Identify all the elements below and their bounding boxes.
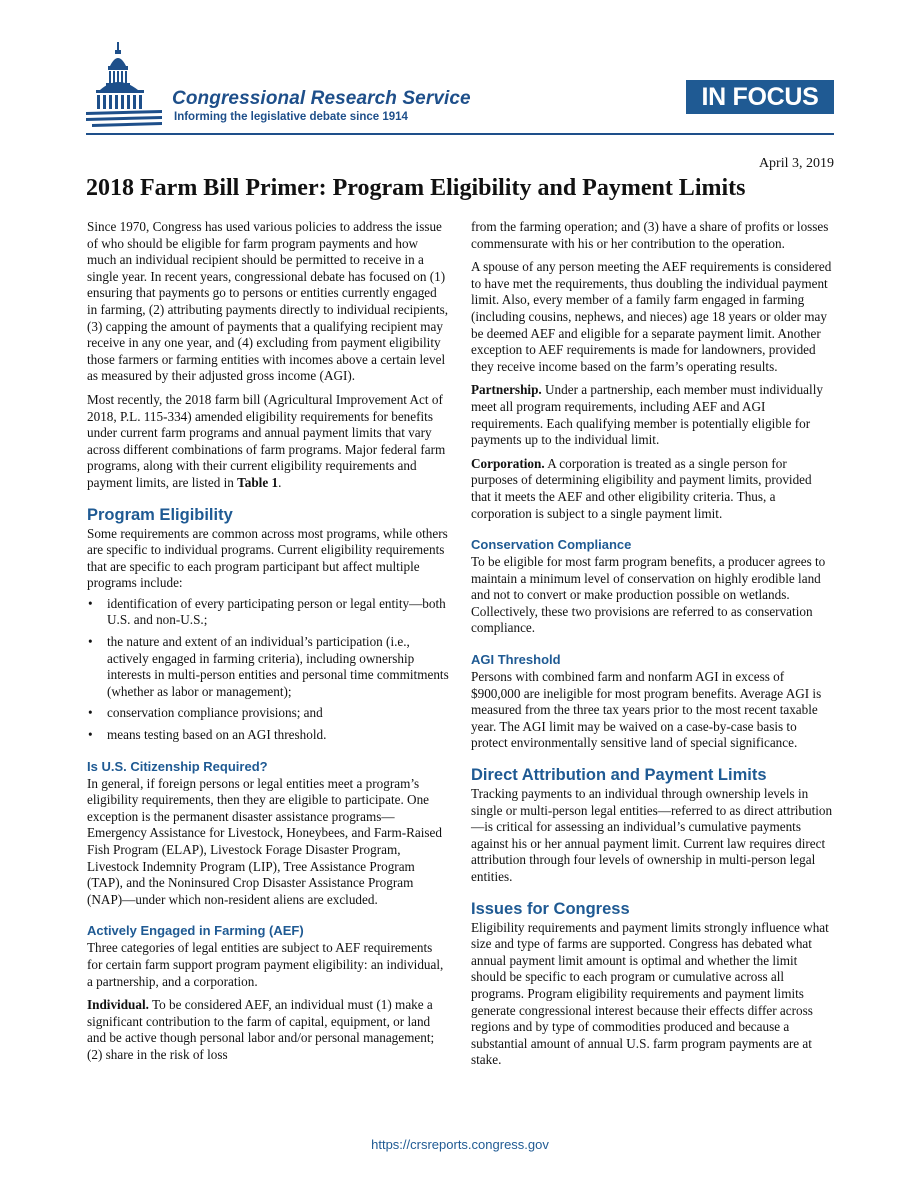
subheading-conservation: Conservation Compliance	[471, 537, 632, 553]
partnership-paragraph: Partnership. Under a partnership, each member must individually meet all program requirements, including AEF and AGI requirements. Each qualifying member is potentially eligible for payments up to the individual limit.	[471, 382, 823, 448]
subheading-agi: AGI Threshold	[471, 652, 561, 668]
org-name: Congressional Research Service	[172, 88, 471, 109]
intro-paragraph-2: Most recently, the 2018 farm bill (Agricultural Improvement Act of 2018, P.L. 115-334) amended eligibility requirements for benefits under current farm programs and annual payment limits that vary across different combinations of farm programs. Major federal farm programs, along with their current eligibility requirements and payment limits, are listed in Table 1.	[87, 391, 446, 490]
intro-paragraph: Since 1970, Congress has used various policies to address the issue of who should be eligible for farm program payments and how much an individual recipient should be permitted to receive in a single year. In recent years, congressional debate has focused on (1) ensuring that payments go to persons or entities currently engaged in farming, (2) attributing payments directly to individual recipients, (3) capping the amount of payments that a qualifying recipient may receive in any one year, and (4) excluding from payment eligibility those farmers or farming entities with incomes above a certain level as measured by their adjusted gross income (AGI).	[87, 219, 449, 384]
corporation-label: Corporation.	[471, 455, 545, 471]
issues-paragraph: Eligibility requirements and payment limits strongly influence what size and type of farms are supported. Congress has debated what annual payment limit amount is optimal and whether the limit should be specific to each program or cumulative across all programs. Program eligibility requirements and payment limits generate congressional interest because their effects differ across regions and by type of commodities produced and because a substantial amount of annual U.S. farm program payments are at stake.	[471, 919, 829, 1068]
agi-paragraph: Persons with combined farm and nonfarm AGI in excess of $900,000 are ineligible for most program benefits. Average AGI is measured from the three tax years prior to the most recent taxable year. The AGI limit may be waived on a case-by-case basis to protect environmentally sensitive land of special significance.	[471, 669, 822, 751]
individual-label: Individual.	[87, 997, 149, 1013]
aef-paragraph: Three categories of legal entities are subject to AEF requirements for certain farm support program payment eligibility: an individual, a partnership, and a corporation.	[87, 940, 444, 989]
spouse-paragraph: A spouse of any person meeting the AEF requirements is considered to have met the requirements, thus doubling the individual payment limit. Also, every member of a family farm engaged in farming (including cousins, nephews, and nieces) age 18 years or older may be deemed AEF and eligible for a separate payment limit. Another exception to AEF requirements is made for landowners, provided they receive income based on the farm’s operating results.	[471, 259, 832, 374]
right-column	[471, 219, 833, 1076]
citizenship-paragraph: In general, if foreign persons or legal entities meet a program’s eligibility requirements, then they are eligible to participate. One exception is the permanent disaster assistance programs—Emergency Assistance for Livestock, Honeybees, and Farm-Raised Fish Program (ELAP), Livestock Forage Disaster Program, Livestock Indemnity Program (LIP), Tree Assistance Program (TAP), and the Noninsured Crop Disaster Assistance Program (NAP)—under which non-resident aliens are excluded.	[87, 775, 442, 907]
list-item: • the nature and extent of an individual’s participation (i.e., actively engaged in farming criteria), including ownership interests in multi-person entities and personal time commitments (whether as labor or management);	[87, 634, 449, 700]
subheading-citizenship: Is U.S. Citizenship Required?	[87, 758, 268, 774]
section-heading-issues: Issues for Congress	[471, 899, 630, 918]
subheading-aef: Actively Engaged in Farming (AEF)	[87, 923, 304, 939]
list-item: • identification of every participating person or legal entity—both U.S. and non-U.S.;	[87, 596, 449, 629]
publication-date: April 3, 2019	[758, 156, 834, 171]
partnership-label: Partnership.	[471, 382, 542, 398]
list-item: • conservation compliance provisions; and	[87, 705, 449, 722]
masthead	[86, 40, 834, 135]
header-divider	[86, 133, 834, 135]
section-heading-program-eligibility: Program Eligibility	[87, 505, 233, 524]
eligibility-bullet-list	[87, 596, 449, 744]
left-column	[87, 219, 449, 1071]
conservation-paragraph: To be eligible for most farm program benefits, a producer agrees to maintain a minimum level of conservation on highly erodible land and not to convert or make production possible on wetlands. Collectively, these two provisions are referred to as conservation compliance.	[471, 554, 826, 636]
org-tagline: Informing the legislative debate since 1914	[174, 111, 408, 123]
in-focus-badge: IN FOCUS	[686, 80, 834, 114]
table-reference: Table 1	[237, 474, 279, 490]
continuation-paragraph: from the farming operation; and (3) have a share of profits or losses commensurate with his or her contribution to the operation.	[471, 219, 829, 251]
program-eligibility-paragraph: Some requirements are common across most programs, while others are specific to individual programs. Current eligibility requirements that are specific to each program participant but affect multiple programs include:	[87, 525, 448, 591]
capitol-dome-icon	[86, 40, 166, 130]
individual-paragraph: Individual. To be considered AEF, an individual must (1) make a significant contribution to the farm of capital, equipment, or land and be active though personal labor and/or personal management; (2) share in the risk of loss	[87, 997, 435, 1062]
corporation-paragraph: Corporation. A corporation is treated as a single person for purposes of determining eligibility and payment limits, provided that it meets the AEF and other eligibility criteria. Thus, a corporation is subject to a single payment limit.	[471, 455, 812, 521]
list-item: • means testing based on an AGI threshold.	[87, 727, 449, 744]
direct-attribution-paragraph: Tracking payments to an individual through ownership levels in single or multi-person legal entities—referred to as direct attribution—is critical for assessing an individual’s cumulative payments against his or her annual payment limit. Current law requires direct attribution through four levels of ownership in multi-person legal entities.	[471, 786, 833, 884]
page-title: 2018 Farm Bill Primer: Program Eligibility and Payment Limits	[86, 175, 746, 201]
section-heading-direct-attribution: Direct Attribution and Payment Limits	[471, 766, 767, 785]
footer-url-link[interactable]: https://crsreports.congress.gov	[371, 1137, 549, 1152]
